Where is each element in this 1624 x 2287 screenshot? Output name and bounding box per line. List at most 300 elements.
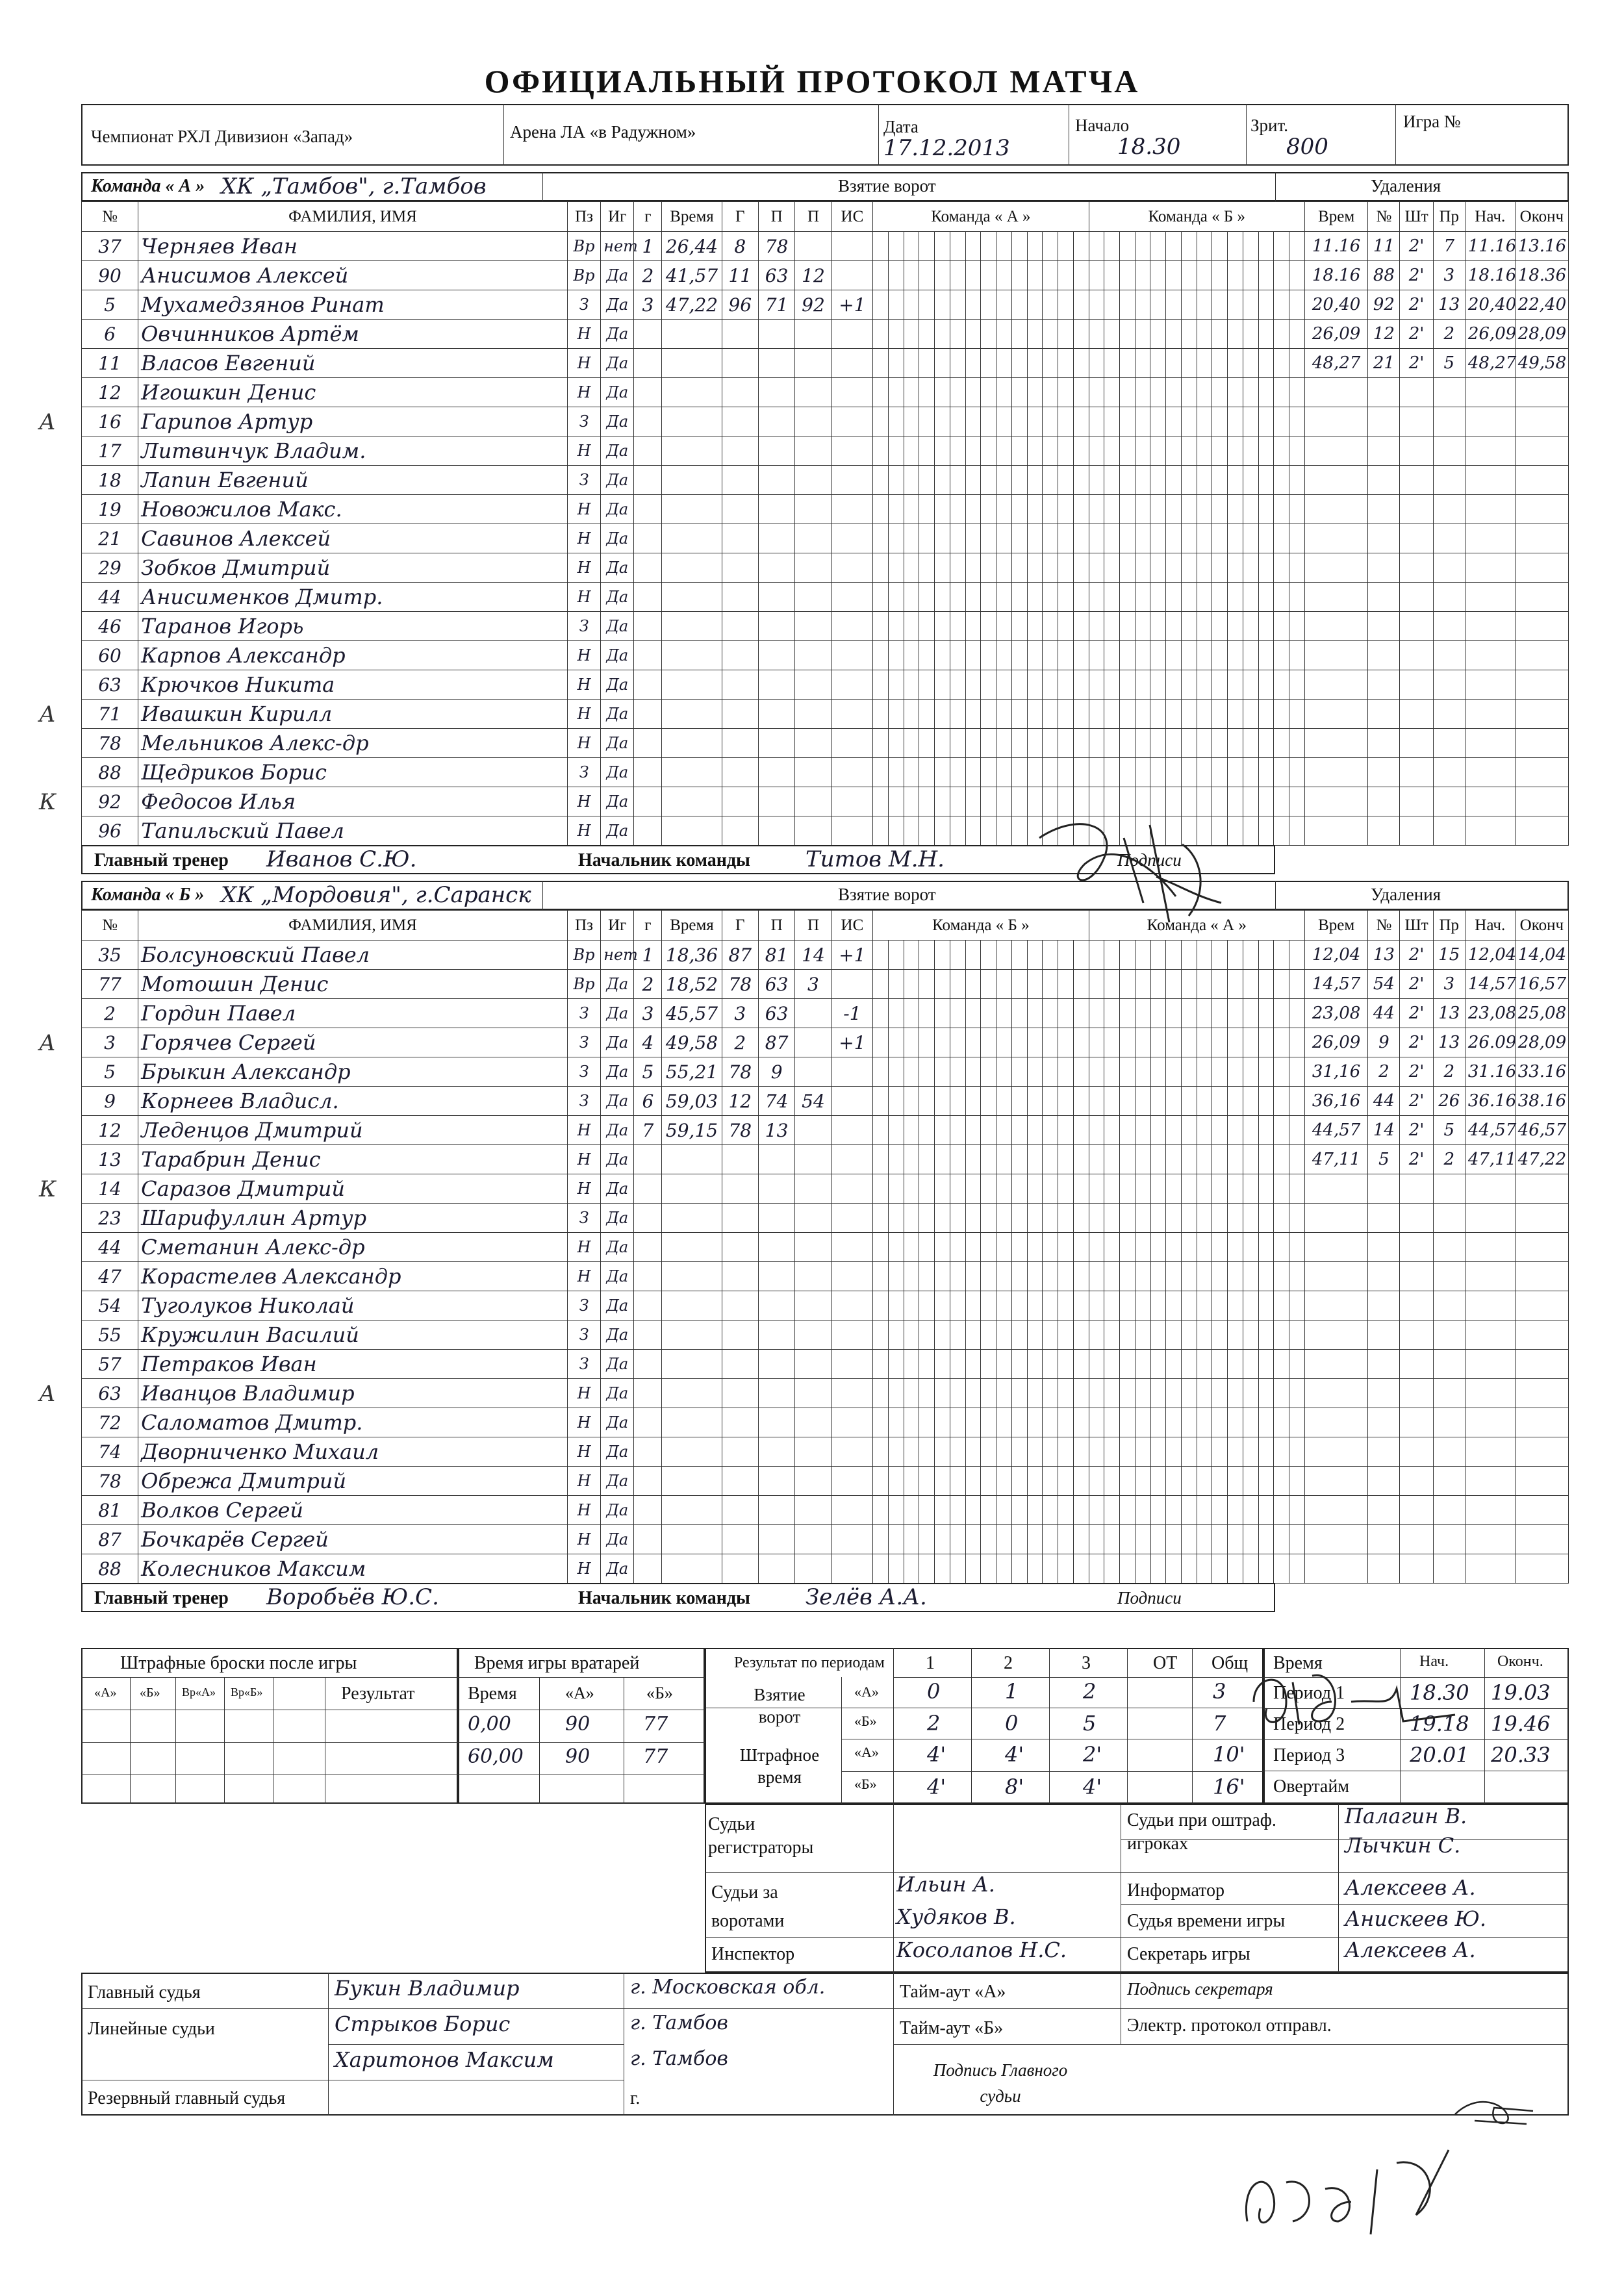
pen-cell-no: 11	[1368, 232, 1400, 261]
cell-IS	[831, 1291, 873, 1320]
pen-cell-start: 26.09	[1465, 1028, 1515, 1057]
cell-no: 16	[82, 407, 138, 436]
teamA-label: Команда « А »	[91, 176, 205, 196]
pen-cell-no	[1368, 466, 1400, 495]
linesman-1-city: г. Тамбов	[630, 2012, 728, 2034]
pen-cell-end	[1515, 1320, 1568, 1350]
cell-time	[662, 466, 722, 495]
teamB-name: ХК „Мордовия", г.Саранск	[221, 882, 531, 908]
cell-pz: З	[567, 407, 600, 436]
cell-pz: Н	[567, 320, 600, 349]
teamA-coach: Иванов С.Ю.	[266, 846, 417, 872]
pen-cell-end	[1515, 758, 1568, 787]
table-row	[82, 1145, 1569, 1174]
cell-time	[662, 1145, 722, 1174]
teamB-signatures-label: Подписи	[1117, 1588, 1182, 1608]
teamA-signatures-label: Подписи	[1117, 850, 1182, 870]
cell-G: 3	[722, 999, 758, 1028]
table-row	[82, 816, 1569, 846]
pen-cell-pr: 5	[1433, 1116, 1465, 1145]
cell-no: 46	[82, 612, 138, 641]
cell-P1	[758, 320, 794, 349]
cell-G	[722, 466, 758, 495]
cell-G	[722, 1496, 758, 1525]
cell-G	[722, 553, 758, 583]
teamA-col-p_start: Нач.	[1465, 202, 1515, 232]
table-row	[82, 970, 1569, 999]
cell-g: 6	[634, 1087, 662, 1116]
cell-pz: З	[567, 1087, 600, 1116]
teamB-col-p_end: Оконч	[1515, 911, 1568, 941]
margin-mark: К	[39, 789, 57, 815]
teamB-col-G: Г	[722, 911, 758, 941]
pen-cell-end: 46,57	[1515, 1116, 1568, 1145]
cell-P1	[758, 758, 794, 787]
protocol-sent-label: Электр. протокол отправл.	[1127, 2015, 1332, 2036]
pen-cell-end	[1515, 436, 1568, 466]
period-val: 1	[1005, 1679, 1019, 1704]
period-val: 0	[927, 1679, 941, 1704]
cell-no: 9	[82, 1087, 138, 1116]
pen-cell-start: 26,09	[1465, 320, 1515, 349]
cell-P2: 92	[795, 290, 831, 320]
teamA-col-G: Г	[722, 202, 758, 232]
pen-cell-no	[1368, 378, 1400, 407]
cell-name: Новожилов Макс.	[138, 495, 568, 524]
teamA-col-IS: ИС	[831, 202, 873, 232]
cell-G	[722, 349, 758, 378]
cell-no: 5	[82, 290, 138, 320]
cell-G	[722, 1350, 758, 1379]
pen-cell-pr	[1433, 1204, 1465, 1233]
cell-IS	[831, 641, 873, 670]
cell-ig: Да	[601, 553, 634, 583]
cell-ig: Да	[601, 583, 634, 612]
cell-IS	[831, 700, 873, 729]
pen-cell-pr: 2	[1433, 320, 1465, 349]
cell-g	[634, 1467, 662, 1496]
teamB-col-p_start: Нач.	[1465, 911, 1515, 941]
cell-name: Волков Сергей	[138, 1496, 568, 1525]
cell-time	[662, 1496, 722, 1525]
teamB-col-team-second: Команда « А »	[1089, 911, 1304, 941]
cell-P1	[758, 1262, 794, 1291]
cell-g	[634, 466, 662, 495]
pen-cell-sht	[1400, 1350, 1433, 1379]
cell-P1	[758, 378, 794, 407]
cell-P2: 3	[795, 970, 831, 999]
period-val: 2'	[1083, 1742, 1102, 1767]
cell-ig: Да	[601, 1554, 634, 1584]
cell-ig: Да	[601, 1087, 634, 1116]
pen-cell-sht: 2'	[1400, 1057, 1433, 1087]
cell-no: 60	[82, 641, 138, 670]
cell-G: 12	[722, 1087, 758, 1116]
cell-P1	[758, 349, 794, 378]
pen-cell-no	[1368, 758, 1400, 787]
pen-cell-end	[1515, 583, 1568, 612]
pen-cell-end	[1515, 524, 1568, 553]
cell-no: 72	[82, 1408, 138, 1437]
cell-no: 5	[82, 1057, 138, 1087]
cell-name: Петраков Иван	[138, 1350, 568, 1379]
cell-P1	[758, 1291, 794, 1320]
cell-G	[722, 758, 758, 787]
pen-cell-time: 12,04	[1304, 941, 1367, 970]
pen-cell-start	[1465, 553, 1515, 583]
pen-cell-pr	[1433, 524, 1465, 553]
period-team-b: «Б»	[854, 1776, 877, 1792]
pen-cell-sht: 2'	[1400, 1116, 1433, 1145]
teamA-col-ig: Иг	[601, 202, 634, 232]
pen-cell-sht: 2'	[1400, 1087, 1433, 1116]
pen-cell-start	[1465, 1262, 1515, 1291]
pen-cell-no	[1368, 1291, 1400, 1320]
cell-ig: Да	[601, 261, 634, 290]
cell-ig: Да	[601, 758, 634, 787]
margin-mark: А	[39, 1030, 56, 1056]
reserve-referee-label: Резервный главный судья	[88, 2088, 286, 2108]
cell-G	[722, 700, 758, 729]
cell-no: 12	[82, 1116, 138, 1145]
teamB-col-IS: ИС	[831, 911, 873, 941]
pen-cell-pr	[1433, 612, 1465, 641]
shootout-title: Штрафные броски после игры	[120, 1653, 357, 1673]
cell-P1	[758, 495, 794, 524]
pen-cell-sht: 2'	[1400, 232, 1433, 261]
cell-ig: Да	[601, 1145, 634, 1174]
pen-cell-pr	[1433, 1467, 1465, 1496]
pen-cell-start	[1465, 1204, 1515, 1233]
cell-pz: Н	[567, 1145, 600, 1174]
cell-pz: Н	[567, 1408, 600, 1437]
cell-ig: нет	[601, 941, 634, 970]
margin-mark: А	[39, 1381, 56, 1407]
table-row	[82, 232, 1569, 261]
table-row	[82, 466, 1569, 495]
cell-P2	[795, 1320, 831, 1350]
pen-cell-pr	[1433, 1408, 1465, 1437]
cell-IS	[831, 1408, 873, 1437]
pen-cell-sht	[1400, 583, 1433, 612]
pen-cell-no	[1368, 1350, 1400, 1379]
pen-cell-time	[1304, 1320, 1367, 1350]
pen-cell-pr: 26	[1433, 1087, 1465, 1116]
pen-cell-end: 28,09	[1515, 320, 1568, 349]
cell-ig: Да	[601, 1496, 634, 1525]
championship-label: Чемпионат РХЛ Дивизион «Запад»	[91, 127, 353, 146]
pen-cell-pr	[1433, 1291, 1465, 1320]
ptimes-time: Время	[1273, 1653, 1323, 1673]
cell-no: 96	[82, 816, 138, 846]
cell-pz: З	[567, 1057, 600, 1087]
cell-P2	[795, 641, 831, 670]
cell-g	[634, 1350, 662, 1379]
pen-cell-start	[1465, 436, 1515, 466]
cell-pz: З	[567, 758, 600, 787]
cell-P1	[758, 1233, 794, 1262]
pen-cell-start	[1465, 758, 1515, 787]
cell-time	[662, 553, 722, 583]
teamA-col-pz: Пз	[567, 202, 600, 232]
cell-IS	[831, 1350, 873, 1379]
cell-ig: Да	[601, 407, 634, 436]
pen-cell-pr	[1433, 553, 1465, 583]
linesmen-label: Линейные судьи	[88, 2019, 215, 2039]
pen-cell-pr	[1433, 436, 1465, 466]
cell-g	[634, 1437, 662, 1467]
spectators-value: 800	[1286, 134, 1328, 160]
cell-name: Мухамедзянов Ринат	[138, 290, 568, 320]
pen-cell-no: 44	[1368, 1087, 1400, 1116]
margin-mark: К	[39, 1176, 57, 1202]
cell-ig: Да	[601, 320, 634, 349]
cell-g	[634, 1379, 662, 1408]
cell-G	[722, 670, 758, 700]
cell-G	[722, 729, 758, 758]
pen-cell-pr: 13	[1433, 1028, 1465, 1057]
cell-name: Савинов Алексей	[138, 524, 568, 553]
cell-ig: Да	[601, 1408, 634, 1437]
cell-IS	[831, 1233, 873, 1262]
cell-time	[662, 583, 722, 612]
pen-cell-start: 47,11	[1465, 1145, 1515, 1174]
cell-g	[634, 1525, 662, 1554]
table-row	[82, 1350, 1569, 1379]
cell-P2	[795, 1204, 831, 1233]
cell-time: 45,57	[662, 999, 722, 1028]
cell-g: 2	[634, 261, 662, 290]
pen-cell-time	[1304, 1174, 1367, 1204]
cell-IS	[831, 1116, 873, 1145]
period-val: 2	[1083, 1679, 1097, 1704]
cell-time: 18,52	[662, 970, 722, 999]
margin-mark: А	[39, 701, 56, 727]
cell-no: 63	[82, 670, 138, 700]
cell-time	[662, 1379, 722, 1408]
pen-cell-time	[1304, 466, 1367, 495]
cell-pz: З	[567, 1204, 600, 1233]
pen-cell-sht	[1400, 524, 1433, 553]
cell-no: 55	[82, 1320, 138, 1350]
teamA-col-name: ФАМИЛИЯ, ИМЯ	[138, 202, 568, 232]
teamA-col-p_sht: Шт	[1400, 202, 1433, 232]
cell-ig: Да	[601, 290, 634, 320]
pen-cell-no	[1368, 436, 1400, 466]
pen-cell-time: 18.16	[1304, 261, 1367, 290]
pen-cell-pr: 3	[1433, 970, 1465, 999]
cell-IS	[831, 729, 873, 758]
pen-cell-end	[1515, 378, 1568, 407]
pen-cell-no	[1368, 700, 1400, 729]
pen-cell-sht	[1400, 787, 1433, 816]
cell-pz: З	[567, 290, 600, 320]
pen-cell-sht: 2'	[1400, 1145, 1433, 1174]
pen-cell-end: 14,04	[1515, 941, 1568, 970]
cell-P2	[795, 1379, 831, 1408]
teamB-goals-title: Взятие ворот	[838, 885, 936, 904]
teamB-col-p_no: №	[1368, 911, 1400, 941]
cell-IS	[831, 1496, 873, 1525]
cell-g	[634, 1291, 662, 1320]
pen-cell-sht	[1400, 641, 1433, 670]
teamB-col-p_time: Врем	[1304, 911, 1367, 941]
cell-g	[634, 349, 662, 378]
pen-cell-time	[1304, 1204, 1367, 1233]
pen-cell-no	[1368, 407, 1400, 436]
pen-cell-pr	[1433, 1320, 1465, 1350]
cell-g	[634, 583, 662, 612]
teamB-col-pz: Пз	[567, 911, 600, 941]
pen-cell-end	[1515, 1291, 1568, 1320]
pen-cell-no	[1368, 583, 1400, 612]
cell-P2	[795, 787, 831, 816]
pen-cell-no	[1368, 1467, 1400, 1496]
cell-pz: З	[567, 1350, 600, 1379]
cell-P1: 63	[758, 261, 794, 290]
cell-pz: Н	[567, 495, 600, 524]
main-sign-label: Подпись Главного судьи	[933, 2060, 1068, 2106]
cell-IS	[831, 261, 873, 290]
ptimes-start: Нач.	[1419, 1653, 1449, 1670]
cell-name: Саразов Дмитрий	[138, 1174, 568, 1204]
shootout-col-a: «А»	[94, 1686, 117, 1700]
penbox-judge-1: Палагин В.	[1345, 1804, 1467, 1828]
pen-cell-start	[1465, 495, 1515, 524]
cell-ig: Да	[601, 349, 634, 378]
cell-IS	[831, 787, 873, 816]
cell-G	[722, 524, 758, 553]
pen-cell-no: 12	[1368, 320, 1400, 349]
cell-g	[634, 378, 662, 407]
pen-cell-start: 18.16	[1465, 261, 1515, 290]
teamA-col-team-second: Команда « Б »	[1089, 202, 1304, 232]
pen-cell-sht	[1400, 816, 1433, 846]
pen-cell-no: 21	[1368, 349, 1400, 378]
pen-cell-end	[1515, 1437, 1568, 1467]
cell-G	[722, 1145, 758, 1174]
pen-cell-no: 2	[1368, 1057, 1400, 1087]
pen-cell-end	[1515, 729, 1568, 758]
table-row	[82, 941, 1569, 970]
pen-cell-pr: 2	[1433, 1145, 1465, 1174]
cell-name: Таранов Игорь	[138, 612, 568, 641]
pen-cell-end	[1515, 1467, 1568, 1496]
pen-cell-no: 54	[1368, 970, 1400, 999]
cell-P2	[795, 583, 831, 612]
pen-cell-start: 14,57	[1465, 970, 1515, 999]
cell-name: Крючков Никита	[138, 670, 568, 700]
pen-cell-time	[1304, 1525, 1367, 1554]
cell-P1	[758, 1554, 794, 1584]
cell-g	[634, 320, 662, 349]
cell-time	[662, 407, 722, 436]
pen-cell-start: 23,08	[1465, 999, 1515, 1028]
date-value: 17.12.2013	[883, 135, 1010, 161]
teamA-col-p_pr: Пр	[1433, 202, 1465, 232]
cell-IS: -1	[831, 999, 873, 1028]
cell-no: 77	[82, 970, 138, 999]
table-row	[82, 1379, 1569, 1408]
pen-cell-time	[1304, 758, 1367, 787]
pen-cell-no	[1368, 787, 1400, 816]
cell-IS	[831, 1204, 873, 1233]
cell-P2	[795, 553, 831, 583]
pen-cell-no	[1368, 553, 1400, 583]
cell-pz: Н	[567, 670, 600, 700]
cell-P1	[758, 816, 794, 846]
teamA-name: ХК „Тамбов", г.Тамбов	[221, 173, 487, 199]
pen-cell-start	[1465, 816, 1515, 846]
table-row	[82, 1467, 1569, 1496]
cell-P1	[758, 1145, 794, 1174]
main-referee-label: Главный судья	[88, 1982, 201, 2003]
cell-name: Кружилин Василий	[138, 1320, 568, 1350]
cell-P1	[758, 1496, 794, 1525]
pen-cell-sht	[1400, 1320, 1433, 1350]
pen-cell-pr	[1433, 1525, 1465, 1554]
cell-no: 18	[82, 466, 138, 495]
cell-name: Ивашкин Кирилл	[138, 700, 568, 729]
pen-cell-time	[1304, 816, 1367, 846]
cell-ig: Да	[601, 436, 634, 466]
pen-cell-start	[1465, 1291, 1515, 1320]
margin-mark: А	[39, 409, 56, 435]
cell-g	[634, 407, 662, 436]
cell-P2	[795, 466, 831, 495]
cell-g	[634, 758, 662, 787]
pen-cell-end	[1515, 495, 1568, 524]
pen-cell-time: 26,09	[1304, 320, 1367, 349]
cell-name: Федосов Илья	[138, 787, 568, 816]
cell-no: 29	[82, 553, 138, 583]
cell-time	[662, 436, 722, 466]
pen-cell-pr	[1433, 1233, 1465, 1262]
cell-no: 78	[82, 1467, 138, 1496]
pen-cell-end	[1515, 700, 1568, 729]
pen-cell-start	[1465, 729, 1515, 758]
period-start: 18.30	[1410, 1680, 1469, 1705]
cell-g: 3	[634, 290, 662, 320]
cell-time	[662, 758, 722, 787]
pen-cell-start	[1465, 1525, 1515, 1554]
pen-cell-end	[1515, 1174, 1568, 1204]
cell-P2: 14	[795, 941, 831, 970]
cell-g	[634, 1496, 662, 1525]
goalie-time: 0,00	[468, 1713, 511, 1736]
pen-cell-sht	[1400, 729, 1433, 758]
cell-no: 2	[82, 999, 138, 1028]
cell-IS	[831, 1057, 873, 1087]
teamB-col-time: Время	[662, 911, 722, 941]
period-val: 4'	[927, 1775, 946, 1799]
cell-IS	[831, 1174, 873, 1204]
pen-cell-time	[1304, 1350, 1367, 1379]
goalie-col-b: «Б»	[646, 1684, 673, 1702]
cell-time	[662, 787, 722, 816]
cell-P2	[795, 407, 831, 436]
cell-name: Саломатов Дмитр.	[138, 1408, 568, 1437]
pen-cell-sht: 2'	[1400, 349, 1433, 378]
pen-cell-end: 38.16	[1515, 1087, 1568, 1116]
pen-cell-time	[1304, 1233, 1367, 1262]
page-title: ОФИЦИАЛЬНЫЙ ПРОТОКОЛ МАТЧА	[484, 63, 1140, 99]
cell-pz: З	[567, 1320, 600, 1350]
cell-pz: Н	[567, 1437, 600, 1467]
pen-cell-start	[1465, 1408, 1515, 1437]
cell-no: 92	[82, 787, 138, 816]
cell-name: Тапильский Павел	[138, 816, 568, 846]
